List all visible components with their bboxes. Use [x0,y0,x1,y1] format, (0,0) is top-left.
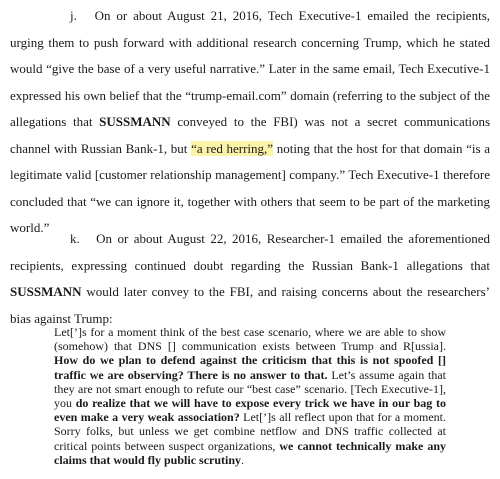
paragraph-text: On or about August 22, 2016, Researcher-1 emailed the aforementioned recipients, expressing continued doubt regarding the Russian Bank-1 allegations that [10,231,491,273]
paragraph-text: On or about August 21, 2016, Tech Executive-1 emailed the recipients, urging them to push forward with additional research concerning Trump, which he stated would “give the base of a very useful narrative.” Later in the same email, Tech Executive-1 expressed his own belief that the “trump-email.com” domain (referring to the subject of the allegations that [10,8,491,129]
block-quote [54,325,446,467]
highlighted-phrase: “a red herring,” [191,140,274,156]
quote-text: Let’s assume again that they are not smart enough to refute our “best case” scenario. [Tech Executive-1], you [54,367,446,411]
quote-text: . [241,452,245,467]
bold-name: SUSSMANN [99,114,171,129]
paragraph-label: k. [70,231,80,246]
bold-name: SUSSMANN [10,284,82,299]
quote-bold-text: How do we plan to defend against the criticism that this is not spoofed [] traffic we are observing? There is no answer to that. [54,353,446,382]
paragraph-text: would later convey to the FBI, and raising concerns about the researchers’ bias against Trump: [10,284,490,326]
quote-bold-text: do realize that we will have to expose every trick we have in our bag to even make a very weak association? [54,396,446,425]
quote-text: Let[’]s all reflect upon that for a moment. Sorry folks, but unless we get combine netflow and DNS traffic collected at critical points between suspect organizations, [54,410,446,453]
quote-bold-text: we cannot technically make any claims that would fly public scrutiny [54,438,446,467]
paragraph-text: conveyed to the FBI) was not a secret communications channel with Russian Bank-1, but [10,114,490,156]
paragraph-label: j. [70,8,77,23]
paragraph-k [10,226,490,332]
paragraph-text: noting that the host for that domain “is a legitimate valid [customer relationship management] company.” Tech Executive-1 therefore concluded that “we can ignore it, together with others that seem to be part of the marketing world.” [10,140,490,235]
quote-text: Let[’]s for a moment think of the best case scenario, where we are able to show (somehow) that DNS [] communication exists between Trump and R[ussia]. [54,325,446,354]
paragraph-j [10,3,490,242]
